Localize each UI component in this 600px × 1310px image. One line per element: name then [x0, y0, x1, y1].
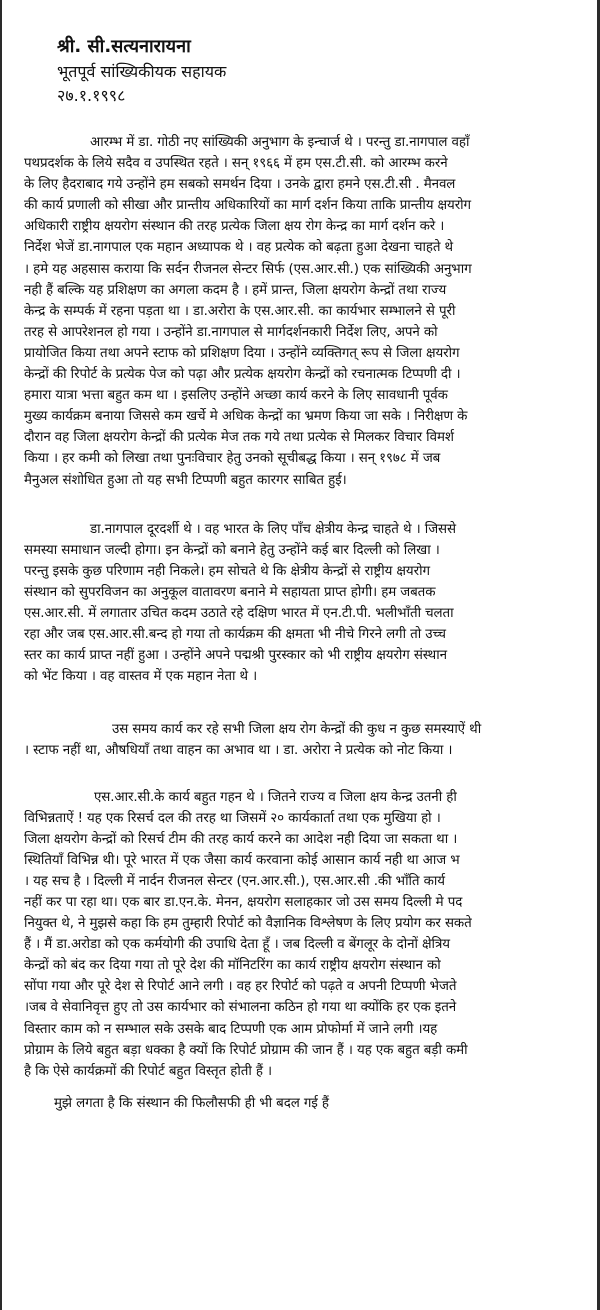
- text-line: मुझे लगता है कि संस्थान की फिलौसफी ही भी बदल गई हैं: [54, 1095, 329, 1111]
- paragraph-3: [24, 719, 580, 761]
- text-line: विभिन्नताऐं ! यह एक रिसर्च दल की तरह था जिसमें २० कार्यकार्ता तथा एक मुखिया हो ।: [24, 810, 441, 826]
- text-line: किया । हर कमी को लिखा तथा पुनःविचार हेतु उनको सूचीबद्ध किया । सन् १९७८ में जब: [24, 451, 441, 467]
- paragraph-2: [24, 519, 580, 688]
- document-date: २७.१.१९९८: [57, 86, 126, 105]
- text-line: एस.आर.सी. में लगातार उचित कदम उठाते रहे दक्षिण भारत में एन.टी.पी. भलीभाँती चलता: [24, 605, 454, 621]
- text-line: समस्या समाधान जल्दी होगा। इन केन्द्रों को बनाने हेतु उन्होंने कई बार दिल्ली को लिखा ।: [24, 542, 440, 558]
- text-line: के लिए हैदराबाद गये उन्होंने हम सबको समर्थन दिया । उनके द्वारा हमने एस.टी.सी . मैनवल: [24, 177, 456, 193]
- text-line: की कार्य प्रणाली को सीखा और प्रान्तीय अधिकारियों का मार्ग दर्शन किया ताकि प्रान्तीय क्षयरोग: [24, 198, 471, 214]
- text-line: उस समय कार्य कर रहे सभी जिला क्षय रोग केन्द्रों की कुध न कुछ समस्याऐं थी: [112, 722, 482, 738]
- text-line: । हमे यह अहसास कराया कि सर्दन रीजनल सेन्टर सिर्फ (एस.आर.सी.) एक सांख्यिकी अनुभाग: [24, 261, 472, 277]
- text-line: । यह सच है । दिल्ली में नार्दन रीजनल सेन्टर (एन.आर.सी.), एस.आर.सी .की भाँति कार्य: [24, 873, 445, 889]
- text-line: है कि ऐसे कार्यक्रमों की रिपोर्ट बहुत विस्तृत होती हैं ।: [24, 1063, 273, 1079]
- text-line: नियुक्त थे, ने मुझसे कहा कि हम तुम्हारी रिपोर्ट को वैज्ञानिक विश्लेषण के लिए प्रयोग कर सकते: [24, 916, 472, 932]
- document-body: [24, 132, 580, 1114]
- text-line: संस्थान को सुपरविजन का अनुकूल वातावरण बनाने मे सहायता प्राप्त होगी। हम जबतक: [24, 584, 436, 600]
- text-line: परन्तु इसके कुछ परिणाम नही निकले। हम सोचते थे कि क्षेत्रीय केन्द्रों से राष्ट्रीय क्षयरोग: [24, 563, 430, 579]
- author-designation: भूतपूर्व सांख्यिकीयक सहायक: [57, 62, 227, 81]
- text-line: आरम्भ में डा. गोठी नए सांख्यिकी अनुभाग के इन्चार्ज थे । परन्तु डा.नागपाल वहाँ: [90, 135, 470, 150]
- text-line: । स्टाफ नहीं था, औषधियाँ तथा वाहन का अभाव था । डा. अरोरा ने प्रत्येक को नोट किया ।: [24, 743, 453, 759]
- text-line: स्थितियाँ विभिन्न थी। पूरे भारत में एक जैसा कार्य करवाना कोई आसान कार्य नही था आज भ: [24, 852, 460, 868]
- text-line: प्रायोजित किया तथा अपने स्टाफ को प्रशिक्षण दिया । उन्होंने व्यक्तिगत् रूप से जिला क्षयरोग: [24, 345, 460, 361]
- text-line: नही हैं बल्कि यह प्रशिक्षण का अगला कदम है । हमें प्रान्त, जिला क्षयरोग केन्द्रों तथा राज्य: [24, 282, 447, 298]
- text-line: केन्द्रों की रिपोर्ट के प्रत्येक पेज को पढ़ा और प्रत्येक क्षयरोग केन्द्रों को रचनात्मक टिप्पणी दी ।: [24, 367, 461, 383]
- text-line: दौरान वह जिला क्षयरोग केन्द्रों की प्रत्येक मेज तक गये तथा प्रत्येक से मिलकर विचार विमर्श: [24, 430, 454, 446]
- text-line: एस.आर.सी.के कार्य बहुत गहन थे । जितने राज्य व जिला क्षय केन्द्र उतनी ही: [94, 789, 457, 805]
- page-border-left: [0, 0, 2, 1310]
- text-line: हमारा यात्रा भत्ता बहुत कम था । इसलिए उन्होंने अच्छा कार्य करने के लिए सावधानी पूर्वक: [24, 388, 448, 404]
- text-line: ।जब वे सेवानिवृत्त हुए तो उस कार्यभार को संभालना कठिन हो गया था क्योंकि हर एक इतने: [24, 1000, 457, 1016]
- text-line: रहा और जब एस.आर.सी.बन्द हो गया तो कार्यक्रम की क्षमता भी नीचे गिरने लगी तो उच्च: [24, 627, 446, 643]
- text-line: अधिकारी राष्ट्रीय क्षयरोग संस्थान की तरह प्रत्येक जिला क्षय रोग केन्द्र का मार्ग दर्शन करे ।: [24, 219, 445, 235]
- text-line: विस्तार काम को न सम्भाल सके उसके बाद टिप्पणी एक आम प्रोफोर्मा में जाने लगी ।यह: [24, 1021, 438, 1037]
- text-line: नहीं कर पा रहा था। एक बार डा.एन.के. मेनन, क्षयरोग सलाहकार जो उस समय दिल्ली मे पद: [24, 895, 463, 910]
- text-line: केन्द्रों को बंद कर दिया गया तो पूरे देश की मॉनिटरिंग का कार्य राष्ट्रीय क्षयरोग संस्थान को: [24, 958, 441, 974]
- text-line: सोंपा गया और पूरे देश से रिपोर्ट आने लगी । वह हर रिपोर्ट को पढ़ते व अपनी टिप्पणी भेजते: [24, 979, 457, 995]
- text-line: मुख्य कार्यक्रम बनाया जिससे कम खर्चे मे अधिक केन्द्रों का भ्रमण किया जा सके । निरीक्षण के: [24, 409, 468, 425]
- text-line: हैं । मैं डा.अरोडा को एक कर्मयोगी की उपाधि देता हूँ । जब दिल्ली व बेंगलूर के दोनों क्षेत्रिय: [24, 937, 450, 953]
- text-line: केन्द्र के सम्पर्क में रहना पड़ता था । डा.अरोरा के एस.आर.सी. का कार्यभार सम्भालने से पूरी: [24, 303, 456, 319]
- paragraph-4: [24, 787, 580, 1082]
- author-header: [57, 34, 557, 108]
- paragraph-5: [24, 1093, 580, 1114]
- text-line: जिला क्षयरोग केन्द्रों को रिसर्च टीम की तरह कार्य करने का आदेश नही दिया जा सकता था ।: [24, 831, 458, 847]
- text-line: डा.नागपाल दूरदर्शी थे । वह भारत के लिए पाँच क्षेत्रीय केन्द्र चाहते थे । जिससे: [90, 521, 456, 537]
- paragraph-1: [24, 132, 580, 491]
- text-line: प्रोग्राम के लिये बहुत बड़ा धक्का है क्यों कि रिपोर्ट प्रोग्राम की जान हैं । यह एक बहुत बड़ी कमी: [24, 1042, 468, 1058]
- text-line: निर्देश भेजें डा.नागपाल एक महान अध्यापक थे । वह प्रत्येक को बढ़ता हुआ देखना चाहते थे: [24, 240, 453, 256]
- text-line: मैनुअल संशोधित हुआ तो यह सभी टिप्पणी बहुत कारगर साबित हुई।: [24, 472, 347, 488]
- author-name: श्री. सी.सत्यनारायना: [57, 36, 191, 57]
- text-line: को भेंट किया । वह वास्तव में एक महान नेता थे ।: [24, 669, 258, 685]
- text-line: पथप्रदर्शक के लिये सदैव व उपस्थित रहते । सन् १९६६ में हम एस.टी.सी. को आरम्भ करने: [24, 156, 448, 172]
- text-line: तरह से आपरेशनल हो गया । उन्होंने डा.नागपाल से मार्गदर्शनकारी निर्देश लिए, अपने को: [24, 324, 438, 340]
- text-line: स्तर का कार्य प्राप्त नहीं हुआ । उन्होंने अपने पद्मश्री पुरस्कार को भी राष्ट्रीय क्षयरोग संस्थान: [24, 648, 447, 664]
